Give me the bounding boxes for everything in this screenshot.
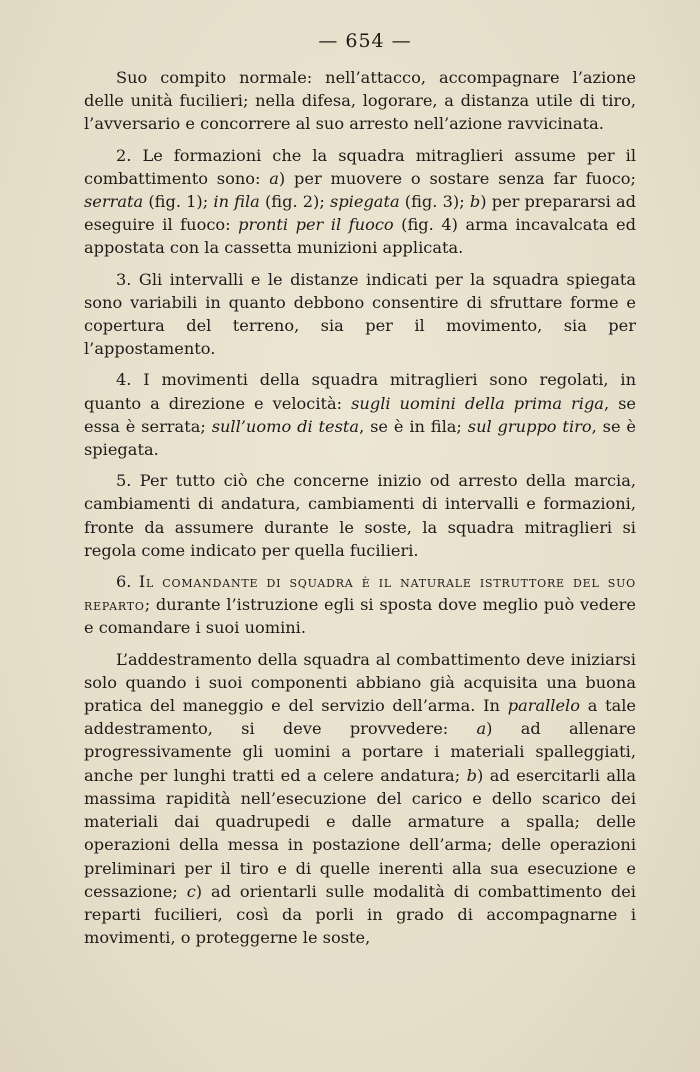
paragraph-p0	[84, 66, 636, 136]
paragraph-p6	[84, 570, 636, 640]
text-run: 2. Le formazioni che la squadra mitraglieri assume per il combattimento sono:	[84, 145, 636, 188]
italic-text: a	[476, 719, 487, 739]
text-run: 5. Per tutto ciò che concerne inizio od arresto della marcia, cambiamenti di andatura, cambiamenti di intervalli e formazioni, fronte da assumere durante le soste, la squadra mitraglieri si regola come indicato per quella fucilieri.	[84, 471, 636, 560]
italic-text: pronti per il fuoco	[238, 215, 394, 235]
text-run: a tale addestramento, si deve provvedere:	[84, 696, 637, 739]
text-run: (fig. 1);	[143, 192, 214, 212]
italic-text: c	[186, 881, 196, 901]
text-run: ) per muovere o sostare senza far fuoco;	[278, 168, 636, 188]
italic-text: sul gruppo tiro	[467, 416, 592, 436]
text-run: ; durante l’istruzione egli si sposta dove meglio può vedere e comandare i suoi uomini.	[84, 595, 636, 638]
paragraph-p7	[84, 648, 636, 950]
italic-text: serrata	[84, 192, 144, 212]
paragraph-p3	[84, 268, 636, 361]
text-run: (fig. 3);	[399, 192, 470, 212]
text-run: , se essa è serrata;	[84, 393, 636, 436]
text-run: 3. Gli intervalli e le distanze indicati per la squadra spiegata sono variabili in quanto debbono consentire di sfruttare forme e copertura del terreno, sia per il movimento, sia per l’appostamento.	[84, 269, 636, 359]
italic-text: b	[469, 192, 481, 212]
italic-text: b	[466, 765, 477, 785]
paragraph-p2	[84, 144, 636, 260]
italic-text: a	[269, 168, 279, 188]
text-run: Suo compito normale: nell’attacco, accompagnare l’azione delle unità fucilieri; nella difesa, logorare, a distanza utile di tiro, l’avversario e concorrere al suo arresto nell’azione ravvicinata.	[84, 68, 636, 134]
text-run: (fig. 4) arma incavalcata ed appostata con la cassetta munizioni applicata.	[84, 215, 637, 258]
italic-text: parallelo	[507, 696, 580, 716]
text-run: ) per prepararsi ad eseguire il fuoco:	[84, 192, 637, 235]
text-run: , se è in fila;	[359, 416, 468, 436]
text-run: 6.	[116, 572, 139, 592]
italic-text: in fila	[213, 192, 260, 212]
italic-text: spiegata	[330, 192, 400, 212]
page-number: — 654 —	[318, 30, 412, 52]
text-run: ) ad orientarli sulle modalità di combattimento dei reparti fucilieri, così da porli in grado di accompagnarne i movimenti, o proteggerne le soste,	[84, 881, 636, 948]
paragraph-p5	[84, 469, 636, 562]
text-run: (fig. 2);	[259, 192, 331, 212]
text-run: ) ad esercitarli alla massima rapidità nell’esecuzione del carico e dello scarico dei materiali dai quadrupedi e dalle armature a spalla; delle operazioni della messa in postazione dell’arma; delle operazioni preliminari per il tiro e di quelle inerenti alla sua esecuzione e cessazione;	[84, 765, 636, 901]
text-run: ) ad allenare progressivamente gli uomini a portare i materiali spalleggiati, anche per lunghi tratti ed a celere andatura;	[84, 719, 636, 785]
text-run: 4. I movimenti della squadra mitraglieri sono regolati, in quanto a direzione e velocità:	[84, 370, 636, 413]
italic-text: sull’uomo di testa	[211, 416, 360, 436]
italic-text: sugli uomini della prima riga	[351, 393, 604, 413]
text-run: L’addestramento della squadra al combattimento deve iniziarsi solo quando i suoi componenti abbiano già acquisita una buona pratica del maneggio e del servizio dell’arma. In	[84, 649, 636, 716]
text-run: , se è spiegata.	[84, 416, 636, 460]
paragraph-p4	[84, 368, 636, 461]
body-text	[84, 66, 636, 949]
small-caps-text: Il comandante di squadra è il naturale istruttore del suo reparto	[84, 572, 636, 615]
